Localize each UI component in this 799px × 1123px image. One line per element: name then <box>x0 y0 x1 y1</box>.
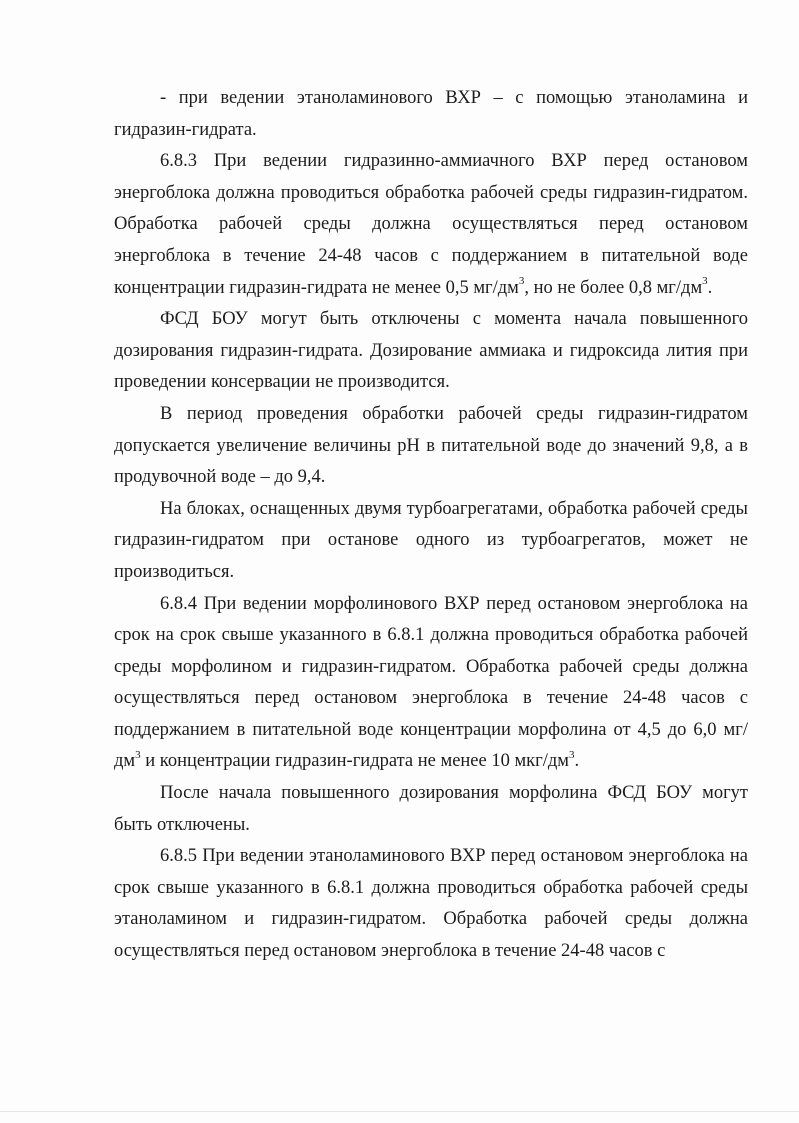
paragraph-two-turbines: На блоках, оснащенных двумя турбоагрегатами, обработка рабочей среды гидразин-гидратом при останове одного из турбоагрегатов, может не производиться. <box>114 498 748 582</box>
paragraph-ethanolamine-item: - при ведении этаноламинового ВХР – с помощью этаноламина и гидразин-гидрата. <box>114 88 748 140</box>
paragraph-6-8-5: 6.8.5 При ведении этаноламинового ВХР перед остановом энергоблока на срок свыше указанного в 6.8.1 должна проводиться обработка рабочей среды этаноламином и гидразин-гидратом. Обработка рабочей среды должна осуществляться перед остановом энергоблока в течение 24-48 часов с <box>114 846 748 962</box>
superscript-3: 3 <box>569 749 575 762</box>
paragraph-6-8-3 <box>114 146 748 304</box>
paragraph-6-8-3-mid: , но не более 0,8 мг/дм <box>524 277 703 298</box>
paragraph-6-8-4 <box>114 589 748 779</box>
body-text <box>114 83 748 968</box>
paragraph-fsd-bou: ФСД БОУ могут быть отключены с момента начала повышенного дозирования гидразин-гидрата. Дозирование аммиака и гидроксида лития при проведении консервации не производится. <box>114 309 748 393</box>
paragraph-ph-increase: В период проведения обработки рабочей среды гидразин-гидратом допускается увеличение величины pH в питательной воде до значений 9,8, а в продувочной воде – до 9,4. <box>114 403 748 488</box>
paragraph-6-8-4-end: . <box>574 751 580 772</box>
superscript-3: 3 <box>518 275 525 288</box>
superscript-3: 3 <box>702 275 708 288</box>
paragraph-6-8-3-text: 6.8.3 При ведении гидразинно-аммиачного ВХР перед остановом энергоблока должна проводиться обработка рабочей среды гидразин-гидратом. Обработка рабочей среды должна осуществляться перед остановом энергоблока в течение 24-48 часов с поддержанием в питательной воде концентрации гидразин-гидрата не менее 0,5 мг/дм <box>114 151 748 298</box>
superscript-3: 3 <box>135 749 141 762</box>
paragraph-morpholine-dosing: После начала повышенного дозирования морфолина ФСД БОУ могут быть отключены. <box>114 783 748 835</box>
scan-edge-line <box>0 1111 799 1112</box>
paragraph-6-8-4-mid: и концентрации гидразин-гидрата не менее 10 мкг/дм <box>140 751 570 772</box>
paragraph-6-8-3-end: . <box>707 277 713 298</box>
paragraph-6-8-4-text: 6.8.4 При ведении морфолинового ВХР перед остановом энергоблока на срок на срок свыше указанного в 6.8.1 должна проводиться обработка рабочей среды морфолином и гидразин-гидратом. Обработка рабочей среды должна осуществляться перед остановом энергоблока в течение 24-48 часов с поддержанием в питательной воде концентрации морфолина от 4,5 до 6,0 мг/дм <box>114 593 748 772</box>
